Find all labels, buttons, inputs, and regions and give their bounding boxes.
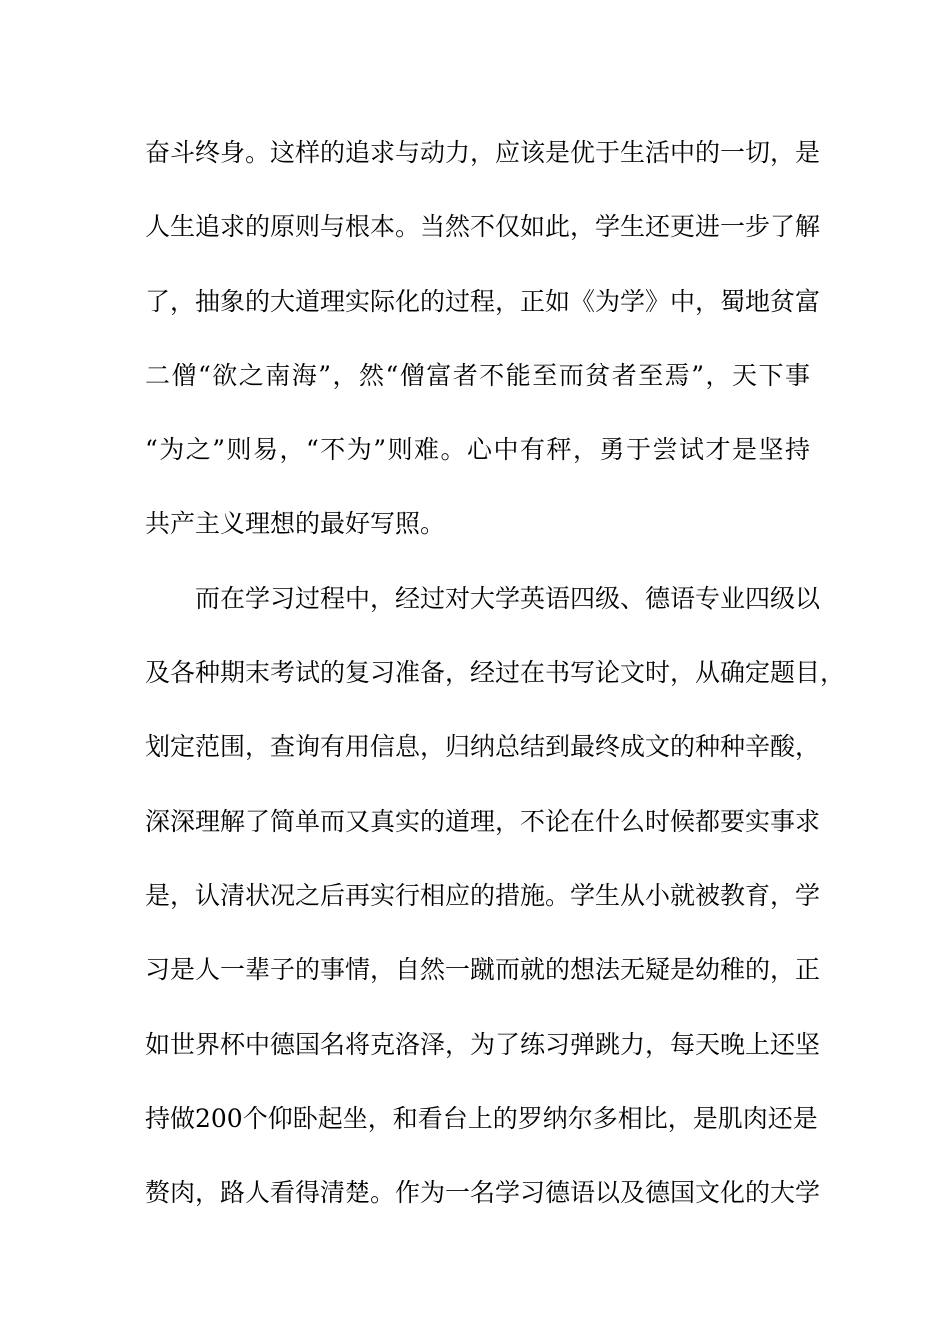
text-line: 二僧“欲之南海”，然“僧富者不能至而贫者至焉”，天下事 bbox=[145, 360, 810, 390]
text-line: 划定范围，查询有用信息，归纳总结到最终成文的种种辛酸， bbox=[145, 732, 821, 762]
text-line: 人生追求的原则与根本。当然不仅如此，学生还更进一步了解 bbox=[145, 212, 821, 242]
text-line: 共产主义理想的最好写照。 bbox=[145, 509, 446, 539]
text-line: 奋斗终身。这样的追求与动力，应该是优于生活中的一切，是 bbox=[145, 138, 821, 167]
text-line: 赘肉，路人看得清楚。作为一名学习德语以及德国文化的大学 bbox=[145, 1178, 821, 1208]
text-line: 了，抽象的大道理实际化的过程，正如《为学》中，蜀地贫富 bbox=[145, 286, 821, 316]
text-line: “为之”则易，“不为”则难。心中有秤，勇于尝试才是坚持 bbox=[145, 435, 810, 465]
text-line: 持做200个仰卧起坐，和看台上的罗纳尔多相比，是肌肉还是 bbox=[145, 1103, 818, 1133]
text-line: 是，认清状况之后再实行相应的措施。学生从小就被教育，学 bbox=[145, 880, 821, 910]
text-line: 及各种期末考试的复习准备，经过在书写论文时，从确定题目， bbox=[145, 658, 846, 688]
text-line: 如世界杯中德国名将克洛泽，为了练习弹跳力，每天晚上还坚 bbox=[145, 1029, 821, 1059]
text-line: 深深理解了简单而又真实的道理，不论在什么时候都要实事求 bbox=[145, 806, 821, 836]
body-text bbox=[145, 132, 846, 1246]
text-line: 习是人一辈子的事情，自然一蹴而就的想法无疑是幼稚的，正 bbox=[145, 955, 821, 985]
text-line: 而在学习过程中，经过对大学英语四级、德语专业四级以 bbox=[195, 583, 821, 613]
